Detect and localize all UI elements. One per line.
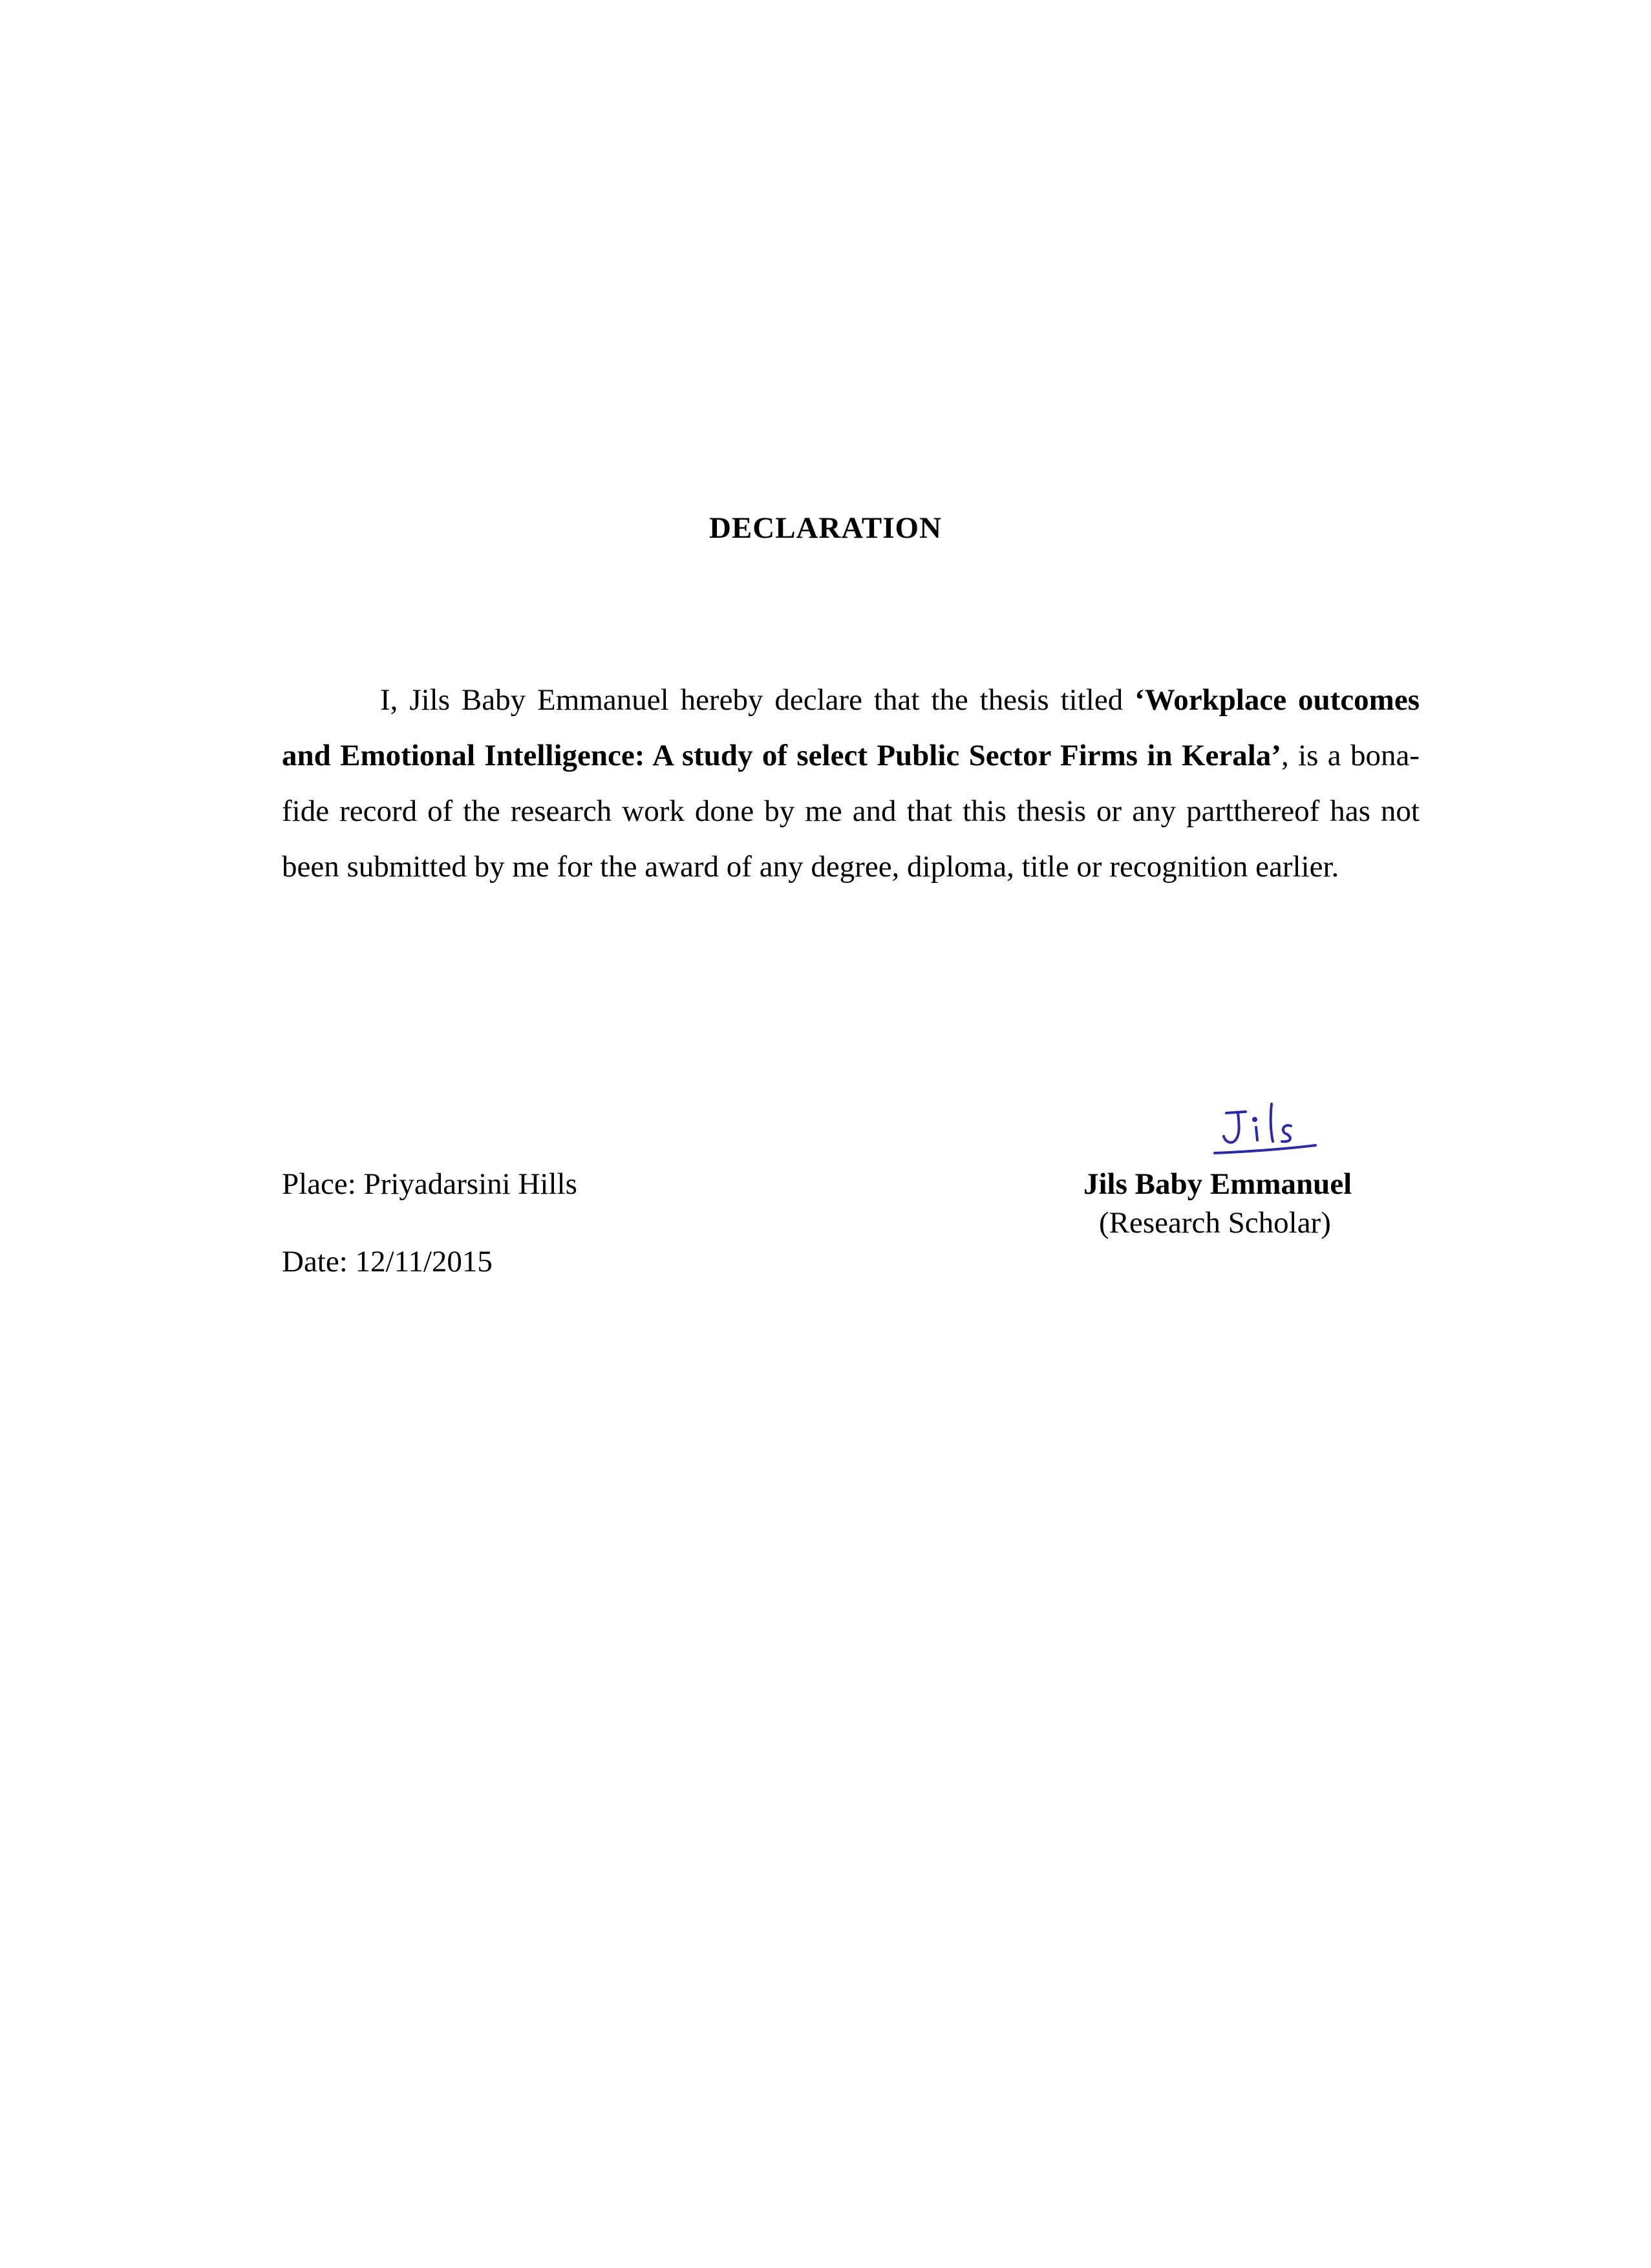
declaration-intro: I, Jils Baby Emmanuel hereby declare that the thesis titled <box>380 683 1135 717</box>
page-title: DECLARATION <box>708 511 943 545</box>
declaration-rest: , is a bona-fide record of the research work done by me and that this thesis or any partthereof has not been submitted by me for the award of any degree, diploma, title or recognition earlier. <box>282 739 1420 884</box>
handwritten-signature <box>1212 1099 1322 1160</box>
scholar-role: (Research Scholar) <box>1099 1206 1331 1240</box>
thesis-title: ‘Workplace outcomes and Emotional Intelligence: A study of select Public Sector Firms in Kerala’ <box>282 683 1420 772</box>
date-line: Date: 12/11/2015 <box>282 1245 493 1278</box>
declaration-paragraph <box>282 672 1420 895</box>
place-line: Place: Priyadarsini Hills <box>282 1167 577 1201</box>
scholar-name: Jils Baby Emmanuel <box>1083 1167 1352 1201</box>
